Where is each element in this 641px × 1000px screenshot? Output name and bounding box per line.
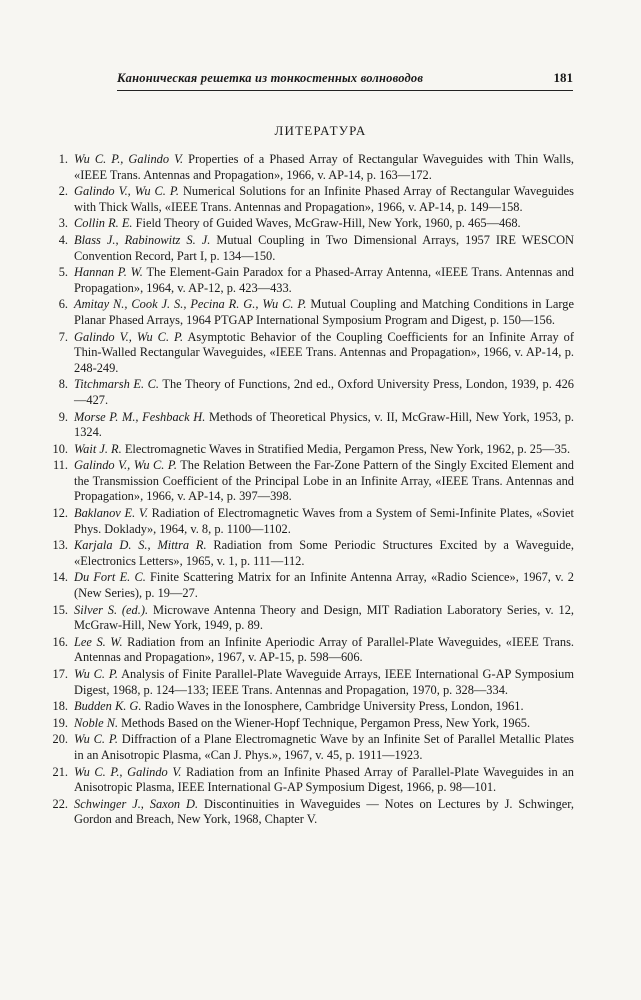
reference-item xyxy=(52,265,574,296)
reference-authors: Amitay N., Cook J. S., Pecina R. G., Wu C. P. xyxy=(74,297,307,312)
reference-number: 2. xyxy=(58,184,68,199)
reference-authors: Wu C. P., Galindo V. xyxy=(74,764,182,779)
reference-number: 16. xyxy=(52,634,68,649)
reference-number: 3. xyxy=(58,216,68,231)
section-title: ЛИТЕРАТУРА xyxy=(274,123,367,138)
reference-authors: Wait J. R. xyxy=(74,441,122,456)
reference-item xyxy=(52,330,574,377)
reference-authors: Baklanov E. V. xyxy=(74,506,148,521)
reference-text: Diffraction of a Plane Electromagnetic Wave by an Infinite Set of Parallel Metallic Plates in an Anisotropic Plasma, «Can J. Phys.», 1967, v. 45, p. 1911—1923. xyxy=(74,732,574,763)
reference-item xyxy=(52,152,574,183)
reference-authors: Wu C. P. xyxy=(74,732,118,747)
reference-number: 15. xyxy=(52,602,68,617)
reference-item xyxy=(52,699,574,715)
reference-item xyxy=(52,635,574,666)
reference-item xyxy=(52,538,574,569)
reference-authors: Wu C. P., Galindo V. xyxy=(74,152,184,166)
reference-number: 9. xyxy=(58,409,68,424)
reference-number: 7. xyxy=(58,329,68,344)
reference-item xyxy=(52,410,574,441)
reference-number: 19. xyxy=(52,715,68,730)
reference-text: Discontinuities in Waveguides — Notes on Lectures by J. Schwinger, Gordon and Breach, New York, 1968, Chapter V. xyxy=(74,796,574,827)
reference-authors: Noble N. xyxy=(74,715,119,730)
reference-authors: Wu C. P. xyxy=(74,667,118,681)
reference-authors: Collin R. E. xyxy=(74,216,133,231)
reference-number: 8. xyxy=(58,377,68,392)
reference-text: Methods Based on the Wiener-Hopf Technique, Pergamon Press, New York, 1965. xyxy=(118,715,531,730)
reference-item xyxy=(52,297,574,328)
reference-authors: Galindo V., Wu C. P. xyxy=(74,184,179,199)
reference-text: Numerical Solutions for an Infinite Phased Array of Rectangular Waveguides with Thick Walls, «IEEE Trans. Antennas and Propagation», 1966, v. AP-14, p. 149—158. xyxy=(74,184,574,214)
running-head xyxy=(117,70,573,92)
reference-item xyxy=(52,797,574,828)
reference-item xyxy=(52,570,574,601)
reference-item xyxy=(52,184,574,215)
reference-text: Radiation of Electromagnetic Waves from a System of Semi-Infinite Plates, «Soviet Phys. Doklady», 1964, v. 8, p. 1100—1102. xyxy=(74,506,574,536)
reference-item xyxy=(52,377,574,408)
reference-text: Finite Scattering Matrix for an Infinite Antenna Array, «Radio Science», 1967, v. 2 (New Series), p. 19—27. xyxy=(74,570,574,600)
reference-authors: Morse P. M., Feshback H. xyxy=(74,409,206,424)
reference-text: Methods of Theoretical Physics, v. II, McGraw-Hill, New York, 1953, p. 1324. xyxy=(74,409,574,440)
reference-list xyxy=(52,152,574,829)
reference-number: 13. xyxy=(52,538,68,553)
reference-text: Radio Waves in the Ionosphere, Cambridge University Press, London, 1961. xyxy=(141,699,524,714)
reference-text: Properties of a Phased Array of Rectangular Waveguides with Thin Walls, «IEEE Trans. Antennas and Propagation», 1966, v. AP-14, p. 163—172. xyxy=(74,152,574,182)
reference-text: Radiation from an Infinite Phased Array of Parallel-Plate Waveguides in an Anisotropic Plasma, IEEE International G-AP Symposium Digest, 1966, p. 98—101. xyxy=(74,764,574,795)
reference-number: 5. xyxy=(58,265,68,280)
reference-number: 10. xyxy=(52,441,68,456)
reference-text: Radiation from Some Periodic Structures Excited by a Waveguide, «Electronics Letters», 1965, v. 1, p. 111—112. xyxy=(74,538,574,568)
reference-item xyxy=(52,732,574,763)
reference-text: The Relation Between the Far-Zone Pattern of the Singly Excited Element and the Transmission Coefficient of the Principal Lobe in an Infinite Array, «IEEE Trans. Antennas and Propagation», 1966, v. AP-14, p. 397—398. xyxy=(74,458,574,504)
reference-number: 14. xyxy=(52,570,68,585)
reference-item xyxy=(52,506,574,537)
reference-text: The Element-Gain Paradox for a Phased-Array Antenna, «IEEE Trans. Antennas and Propagation», 1964, v. AP-12, p. 423—433. xyxy=(74,265,574,295)
reference-number: 6. xyxy=(58,297,68,312)
header-rule xyxy=(117,90,573,91)
reference-text: Radiation from an Infinite Aperiodic Array of Parallel-Plate Waveguides, «IEEE Trans. Antennas and Propagation», 1967, v. AP-15, p. 598—606. xyxy=(74,634,574,665)
reference-authors: Blass J., Rabinowitz S. J. xyxy=(74,233,211,248)
reference-number: 22. xyxy=(52,796,68,811)
reference-text: The Theory of Functions, 2nd ed., Oxford University Press, London, 1939, p. 426—427. xyxy=(74,377,574,407)
reference-number: 4. xyxy=(58,233,68,248)
reference-authors: Lee S. W. xyxy=(74,634,123,649)
reference-authors: Budden K. G. xyxy=(74,699,142,714)
reference-item xyxy=(52,233,574,264)
reference-text: Mutual Coupling and Matching Conditions in Large Planar Phased Arrays, 1964 PTGAP International Symposium Program and Digest, p. 150—156. xyxy=(74,297,574,327)
reference-item xyxy=(52,603,574,634)
reference-text: Analysis of Finite Parallel-Plate Waveguide Arrays, IEEE International G-AP Symposium Digest, 1968, p. 124—133; IEEE Trans. Antennas and Propagation, 1970, p. 328—334. xyxy=(74,667,574,697)
reference-authors: Karjala D. S., Mittra R. xyxy=(74,538,207,553)
reference-number: 20. xyxy=(52,732,68,747)
page-number: 181 xyxy=(553,70,573,85)
reference-text: Mutual Coupling in Two Dimensional Arrays, 1957 IRE WESCON Convention Record, Part I, p. 134—150. xyxy=(74,233,575,263)
reference-number: 1. xyxy=(58,152,68,166)
reference-item xyxy=(52,765,574,796)
reference-text: Field Theory of Guided Waves, McGraw-Hill, New York, 1960, p. 465—468. xyxy=(132,216,521,231)
reference-number: 11. xyxy=(52,458,68,473)
reference-item xyxy=(52,458,574,505)
reference-number: 18. xyxy=(52,699,68,714)
reference-authors: Silver S. (ed.). xyxy=(74,602,149,617)
reference-item xyxy=(52,667,574,698)
reference-authors: Hannan P. W. xyxy=(74,265,143,280)
reference-text: Electromagnetic Waves in Stratified Media, Pergamon Press, New York, 1962, p. 25—35. xyxy=(121,441,571,456)
reference-text: Asymptotic Behavior of the Coupling Coefficients for an Infinite Array of Thin-Walled Rectangular Waveguides, «IEEE Trans. Antennas and Propagation», 1966, v. AP-14, p. 248-249. xyxy=(74,329,574,375)
reference-number: 12. xyxy=(52,506,68,521)
running-title: Каноническая решетка из тонкостенных волноводов xyxy=(117,71,424,85)
reference-authors: Galindo V., Wu C. P. xyxy=(74,458,177,473)
reference-authors: Galindo V., Wu C. P. xyxy=(74,329,184,344)
reference-text: Microwave Antenna Theory and Design, MIT Radiation Laboratory Series, v. 12, McGraw-Hill, New York, 1949, p. 89. xyxy=(74,602,574,633)
reference-number: 17. xyxy=(52,667,68,681)
reference-item xyxy=(52,716,574,732)
reference-authors: Schwinger J., Saxon D. xyxy=(74,796,199,811)
reference-authors: Du Fort E. C. xyxy=(74,570,146,585)
reference-number: 21. xyxy=(52,764,68,779)
reference-authors: Titchmarsh E. C. xyxy=(74,377,160,392)
reference-item xyxy=(52,216,574,232)
reference-item xyxy=(52,442,574,458)
